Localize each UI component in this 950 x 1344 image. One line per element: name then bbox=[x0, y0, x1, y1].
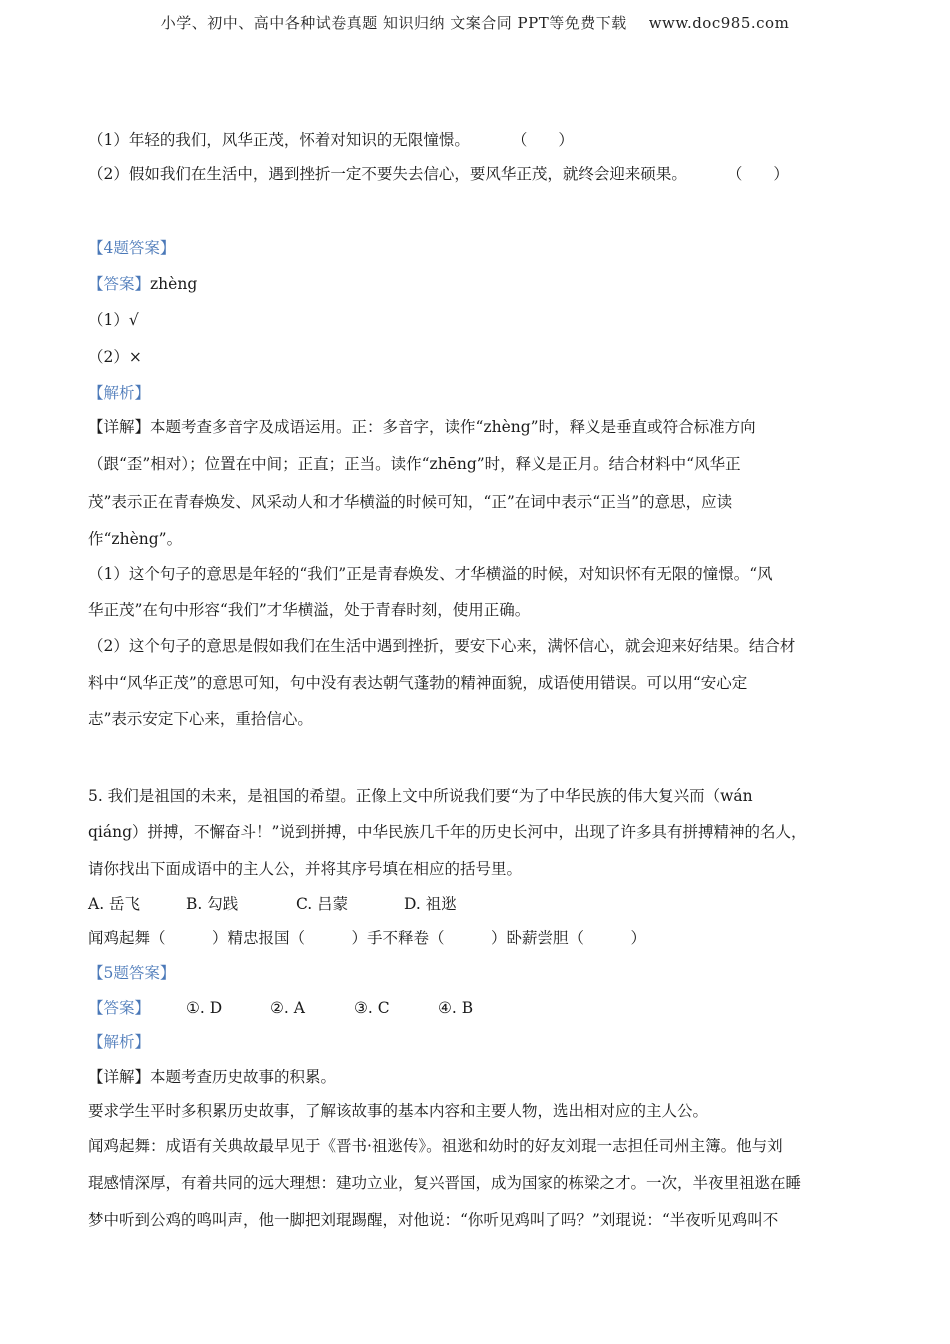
q5-answer-4: ④. B bbox=[438, 999, 474, 1017]
q5-option-a: A. 岳飞 bbox=[88, 895, 141, 913]
q5-detail-text-1: 本题考查历史故事的积累。 bbox=[150, 1068, 337, 1086]
q5-stem-line-1: 5. 我们是祖国的未来，是祖国的希望。正像上文中所说我们要“为了中华民族的伟大复兴而（wán bbox=[88, 787, 753, 805]
q5-idiom-4: 卧薪尝胆（ ） bbox=[506, 929, 647, 947]
q5-answer-2: ②. A bbox=[270, 999, 305, 1017]
q5-idiom-2: 精忠报国（ ） bbox=[227, 929, 368, 947]
q4-answer-line bbox=[88, 272, 197, 294]
header-text: 小学、初中、高中各种试卷真题 知识归纳 文案合同 PPT等免费下载 bbox=[160, 14, 627, 32]
q4-answer-heading: 【4题答案】 bbox=[88, 239, 176, 257]
q4-answer-1: （1）√ bbox=[88, 311, 139, 329]
q5-options bbox=[88, 892, 457, 914]
q5-answer-heading: 【5题答案】 bbox=[88, 964, 176, 982]
q5-answer-3: ③. C bbox=[354, 999, 390, 1017]
q5-option-c: C. 吕蒙 bbox=[296, 895, 349, 913]
q5-idiom-3: 手不释卷（ ） bbox=[367, 929, 507, 947]
q4-detail-line-9: 志”表示安定下心来，重拾信心。 bbox=[88, 710, 313, 728]
q4-detail-line-3: 茂”表示正在青春焕发、风采动人和才华横溢的时候可知，“正”在词中表示“正当”的意思，应读 bbox=[88, 493, 733, 511]
q4-detail-line-2: （跟“歪”相对）；位置在中间；正直；正当。读作“zhēng”时，释义是正月。结合材料中“风华正 bbox=[88, 455, 741, 473]
q5-idiom-1: 闻鸡起舞（ ） bbox=[88, 929, 228, 947]
q4-detail-line-4: 作“zhèng”。 bbox=[88, 530, 183, 548]
q5-stem-line-2: qiáng）拼搏，不懈奋斗！”说到拼搏，中华民族几千年的历史长河中，出现了许多具有拼搏精神的名人， bbox=[88, 823, 807, 841]
q4-item-2 bbox=[88, 162, 789, 184]
q5-detail-line-1 bbox=[88, 1065, 336, 1087]
q5-detail-line-5: 梦中听到公鸡的鸣叫声，他一脚把刘琨踢醒，对他说：“你听见鸡叫了吗？”刘琨说：“半夜听见鸡叫不 bbox=[88, 1211, 779, 1229]
q5-detail-line-2: 要求学生平时多积累历史故事，了解该故事的基本内容和主要人物，选出相对应的主人公。 bbox=[88, 1102, 709, 1120]
q4-detail-line-1 bbox=[88, 415, 756, 437]
header-site: www.doc985.com bbox=[648, 14, 790, 32]
q4-detail-line-6: 华正茂”在句中形容“我们”才华横溢，处于青春时刻，使用正确。 bbox=[88, 601, 531, 619]
q4-item-1 bbox=[88, 128, 574, 150]
q4-item-2-paren: （ ） bbox=[726, 165, 789, 183]
q4-detail-tag: 【详解】 bbox=[88, 418, 151, 436]
q4-detail-line-5: （1）这个句子的意思是年轻的“我们”正是青春焕发、才华横溢的时候，对知识怀有无限的憧憬。“风 bbox=[88, 565, 773, 583]
q5-detail-line-3: 闻鸡起舞：成语有关典故最早见于《晋书·祖逖传》。祖逖和幼时的好友刘琨一志担任司州主簿。他与刘 bbox=[88, 1137, 783, 1155]
q4-item-2-text: （2）假如我们在生活中，遇到挫折一定不要失去信心，要风华正茂，就终会迎来硕果。 bbox=[88, 165, 687, 183]
q5-detail-tag: 【详解】 bbox=[88, 1068, 151, 1086]
q4-detail-line-7: （2）这个句子的意思是假如我们在生活中遇到挫折，要安下心来，满怀信心，就会迎来好结果。结合材 bbox=[88, 637, 796, 655]
q4-detail-line-8: 料中“风华正茂”的意思可知，句中没有表达朝气蓬勃的精神面貌，成语使用错误。可以用“安心定 bbox=[88, 674, 748, 692]
q4-answer-tag: 【答案】 bbox=[88, 275, 151, 293]
q5-answer-1: ①. D bbox=[186, 999, 223, 1017]
q4-item-1-paren: （ ） bbox=[511, 131, 574, 149]
q4-item-1-text: （1）年轻的我们，风华正茂，怀着对知识的无限憧憬。 bbox=[88, 131, 470, 149]
q4-answer-2: （2）× bbox=[88, 348, 142, 366]
page-header bbox=[0, 12, 950, 33]
q5-answer-line bbox=[88, 996, 473, 1018]
q5-option-d: D. 祖逖 bbox=[404, 895, 457, 913]
q5-answer-tag: 【答案】 bbox=[88, 999, 151, 1017]
q4-answer-value: zhèng bbox=[150, 275, 198, 293]
q4-analysis-tag: 【解析】 bbox=[88, 384, 151, 402]
q5-analysis-tag: 【解析】 bbox=[88, 1033, 151, 1051]
q4-detail-text-1: 本题考查多音字及成语运用。正：多音字，读作“zhèng”时，释义是垂直或符合标准方向 bbox=[150, 418, 756, 436]
q5-detail-line-4: 琨感情深厚，有着共同的远大理想：建功立业，复兴晋国，成为国家的栋梁之才。一次，半夜里祖逖在睡 bbox=[88, 1174, 802, 1192]
q5-idioms bbox=[88, 926, 646, 948]
q5-option-b: B. 勾践 bbox=[186, 895, 239, 913]
q5-stem-line-3: 请你找出下面成语中的主人公，并将其序号填在相应的括号里。 bbox=[88, 860, 523, 878]
